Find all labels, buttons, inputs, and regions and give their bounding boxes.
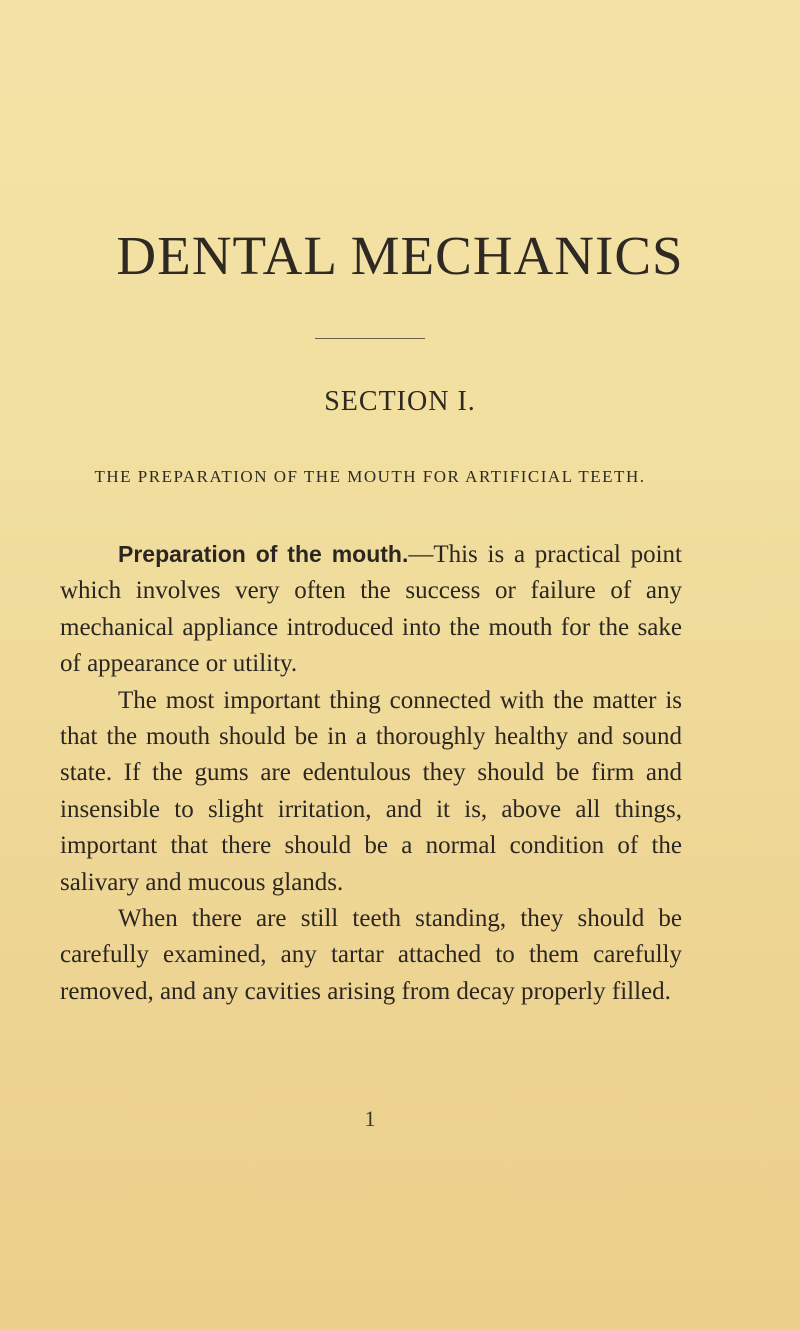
paragraph-text: When there are still teeth standing, they should be carefully examined, any tartar attached to them carefully removed, and any cavities arising from decay properly filled.	[60, 905, 682, 1005]
section-subtitle: THE PREPARATION OF THE MOUTH FOR ARTIFICIAL TEETH.	[94, 467, 646, 486]
page-number: 1	[364, 1106, 376, 1131]
book-title: DENTAL MECHANICS	[116, 225, 684, 286]
body-text	[60, 536, 682, 1010]
title-divider	[315, 338, 425, 339]
paragraph-text: —This is a practical point which involves very often the success or failure of any mechanical appliance introduced into the mouth for the sake of appearance or utility.	[60, 541, 682, 678]
run-in-heading: Preparation of the mouth.	[118, 541, 409, 567]
paragraph-text: The most important thing connected with the matter is that the mouth should be in a thoroughly healthy and sound state. If the gums are edentulous they should be firm and insensible to slight irritation, and it is, above all things, important that there should be a normal condition of the salivary and mucous glands.	[60, 686, 682, 896]
paragraph	[60, 683, 682, 901]
section-heading: SECTION I.	[324, 386, 476, 417]
paragraph	[60, 536, 682, 683]
paragraph	[60, 901, 682, 1010]
